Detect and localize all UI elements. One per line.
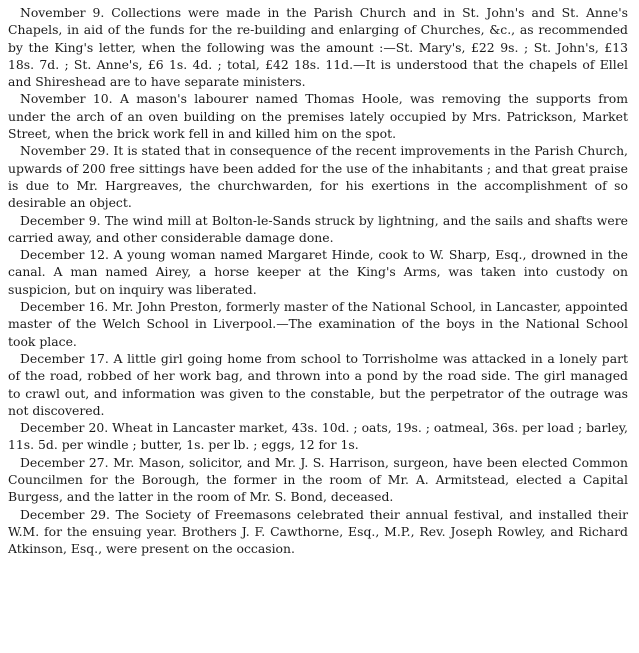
entry-text: It is stated that in consequence of the recent improvements in the Parish Church, upwards of 200 free sittings have been added for the use of the inhabitants ; and that great praise is due to Mr. Hargreaves, the churchwarden, for his exertions in the accomplishment of so desirable an object.	[8, 143, 628, 211]
entry-date: November 9.	[20, 5, 105, 20]
entry-text: Mr. John Preston, formerly master of the National School, in Lancaster, appointed master of the Welch School in Liverpool.—The examination of the boys in the National School took place.	[8, 299, 628, 349]
entry-november-9	[8, 4, 628, 90]
entry-text: Wheat in Lancaster market, 43s. 10d. ; oats, 19s. ; oatmeal, 36s. per load ; barley, 11s. 5d. per windle ; butter, 1s. per lb. ; eggs, 12 for 1s.	[8, 420, 628, 453]
entry-december-12	[8, 246, 628, 298]
entry-december-29	[8, 506, 628, 558]
entry-date: December 12.	[20, 247, 109, 263]
entry-december-20	[8, 419, 628, 454]
entry-date: November 29.	[20, 143, 110, 159]
entry-text: Mr. Mason, solicitor, and Mr. J. S. Harrison, surgeon, have been elected Common Councilmen for the Borough, the former in the room of Mr. A. Armitstead, elected a Capital Burgess, and the latter in the room of Mr. S. Bond, deceased.	[8, 454, 628, 505]
entry-date: November 10.	[20, 91, 113, 107]
entry-date: December 27.	[20, 454, 109, 470]
document-page	[8, 4, 628, 558]
entry-november-29	[8, 142, 628, 211]
entry-text: A little girl going home from school to Torrisholme was attacked in a lonely part of the road, robbed of her work bag, and thrown into a pond by the road side. The girl managed to crawl out, and information was given to the constable, but the perpetrator of the outrage was not discovered.	[8, 350, 628, 418]
entry-date: December 29.	[20, 506, 110, 522]
entry-november-10	[8, 90, 628, 142]
entry-december-9	[8, 212, 628, 247]
entry-date: December 20.	[20, 420, 109, 436]
entry-text: The wind mill at Bolton-le-Sands struck by lightning, and the sails and shafts were carried away, and other considerable damage done.	[8, 212, 628, 245]
entry-date: December 17.	[20, 350, 109, 366]
entry-december-17	[8, 350, 628, 419]
entry-december-27	[8, 454, 628, 506]
entry-text: A mason's labourer named Thomas Hoole, was removing the supports from under the arch of an oven building on the premises lately occupied by Mrs. Patrickson, Market Street, when the brick work fell in and killed him on the spot.	[8, 91, 628, 142]
entry-date: December 9.	[20, 212, 101, 228]
entry-text: A young woman named Margaret Hinde, cook to W. Sharp, Esq., drowned in the canal. A man named Airey, a horse keeper at the King's Arms, was taken into custody on suspicion, but on inquiry was liberated.	[8, 247, 628, 297]
entry-december-16	[8, 298, 628, 350]
entry-text: The Society of Freemasons celebrated their annual festival, and installed their W.M. for the ensuing year. Brothers J. F. Cawthorne, Esq., M.P., Rev. Joseph Rowley, and Richard Atkinson, Esq., were present on the occasion.	[8, 506, 628, 557]
entry-date: December 16.	[20, 299, 109, 315]
entry-text: Collections were made in the Parish Church and in St. John's and St. Anne's Chapels, in aid of the funds for the re-building and enlarging of Churches, &c., as recommended by the King's letter, when the following was the amount :—St. Mary's, £22 9s. ; St. John's, £13 18s. 7d. ; St. Anne's, £6 1s. 4d. ; total, £42 18s. 11d.—It is understood that the chapels of Ellel and Shireshead are to have separate ministers.	[8, 5, 628, 90]
